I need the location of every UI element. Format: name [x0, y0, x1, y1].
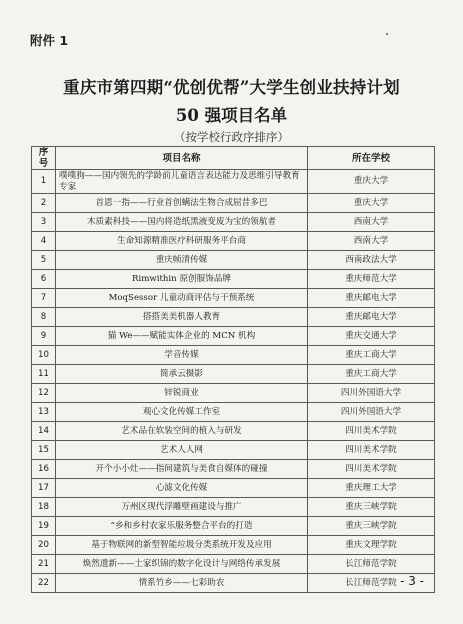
table-row: [32, 251, 435, 270]
table-row: [32, 232, 435, 251]
cell-name: 简承云摄影: [56, 365, 308, 384]
cell-school: 四川美术学院: [308, 460, 435, 479]
cell-name: Rimwithin 原创服饰品牌: [56, 270, 308, 289]
cell-school: 重庆三峡学院: [308, 498, 435, 517]
cell-school: 四川美术学院: [308, 441, 435, 460]
cell-no: 17: [32, 479, 56, 498]
table-row: [32, 289, 435, 308]
cell-school: 四川外国语大学: [308, 403, 435, 422]
cell-name: 艺术人人网: [56, 441, 308, 460]
cell-school: 长江师范学院: [308, 555, 435, 574]
cell-name: 焕然遗新——土家织锦的数字化设计与网络传承发展: [56, 555, 308, 574]
table-header-row: [32, 147, 435, 170]
table-row: [32, 194, 435, 213]
cell-school: 重庆工商大学: [308, 365, 435, 384]
cell-no: 11: [32, 365, 56, 384]
cell-name: MoqSessor 儿童动商评估与干预系统: [56, 289, 308, 308]
cell-no: 4: [32, 232, 56, 251]
cell-school: 重庆大学: [308, 170, 435, 194]
cell-no: 22: [32, 574, 56, 593]
cell-name: 猫 We——赋能实体企业的 MCN 机构: [56, 327, 308, 346]
table-row: [32, 460, 435, 479]
cell-school: 重庆大学: [308, 194, 435, 213]
title-line-1: 重庆市第四期“优创优帮”大学生创业扶持计划: [63, 78, 400, 97]
table-row: [32, 270, 435, 289]
cell-school: 西南大学: [308, 232, 435, 251]
cell-no: 1: [32, 170, 56, 194]
cell-name: 木质素科技——国内将造纸黑液变废为宝的领航者: [56, 213, 308, 232]
table-row: [32, 555, 435, 574]
table-row: [32, 422, 435, 441]
table-row: [32, 574, 435, 593]
cell-school: 重庆工商大学: [308, 346, 435, 365]
cell-name: 学音传媒: [56, 346, 308, 365]
cell-school: 重庆邮电大学: [308, 308, 435, 327]
cell-no: 2: [32, 194, 56, 213]
cell-school: 西南大学: [308, 213, 435, 232]
header-name: 项目名称: [56, 147, 308, 170]
cell-name: 心滤文化传媒: [56, 479, 308, 498]
table-row: [32, 536, 435, 555]
cell-school: 重庆理工大学: [308, 479, 435, 498]
cell-name: 基于物联网的新型智能垃圾分类系统开发及应用: [56, 536, 308, 555]
header-school: 所在学校: [308, 147, 435, 170]
cell-no: 7: [32, 289, 56, 308]
header-no: 序号: [32, 147, 56, 170]
cell-name: 噗噗狗——国内领先的学龄前儿童语言表达能力及思维引导教育专家: [56, 170, 308, 194]
attachment-label: 附件 1: [30, 33, 69, 48]
cell-no: 9: [32, 327, 56, 346]
subtitle: （按学校行政序排序）: [174, 130, 289, 144]
cell-no: 13: [32, 403, 56, 422]
table-row: [32, 384, 435, 403]
cell-school: 四川美术学院: [308, 422, 435, 441]
table-row: [32, 213, 435, 232]
cell-no: 20: [32, 536, 56, 555]
scan-speck: [386, 33, 388, 35]
cell-no: 6: [32, 270, 56, 289]
cell-name: 开个小小灶——指间建筑与美食自媒体的碰撞: [56, 460, 308, 479]
title-line-2: 50 强项目名单: [175, 106, 288, 125]
cell-name: 锌锐商业: [56, 384, 308, 403]
cell-no: 12: [32, 384, 56, 403]
table-row: [32, 403, 435, 422]
cell-no: 5: [32, 251, 56, 270]
project-table: [31, 146, 435, 593]
table-row: [32, 308, 435, 327]
cell-no: 14: [32, 422, 56, 441]
cell-name: 情系竹乡——七彩助农: [56, 574, 308, 593]
cell-name: 艺术品在软装空间的植入与研发: [56, 422, 308, 441]
cell-no: 16: [32, 460, 56, 479]
cell-name: 搭搭美美机器人教育: [56, 308, 308, 327]
table-row: [32, 170, 435, 194]
table-row: [32, 441, 435, 460]
cell-name: 万州区现代浮雕壁画建设与推广: [56, 498, 308, 517]
cell-name: 生命知源精准医疗科研服务平台商: [56, 232, 308, 251]
cell-school: 长江师范学院: [308, 574, 435, 593]
cell-name: 观心文化传媒工作室: [56, 403, 308, 422]
cell-no: 8: [32, 308, 56, 327]
cell-no: 10: [32, 346, 56, 365]
cell-school: 重庆文理学院: [308, 536, 435, 555]
cell-no: 3: [32, 213, 56, 232]
cell-school: 四川外国语大学: [308, 384, 435, 403]
cell-school: 西南政法大学: [308, 251, 435, 270]
table-row: [32, 327, 435, 346]
cell-school: 重庆三峡学院: [308, 517, 435, 536]
cell-name: “乡和乡村农家乐服务整合平台的打造: [56, 517, 308, 536]
table-row: [32, 346, 435, 365]
cell-no: 18: [32, 498, 56, 517]
cell-no: 21: [32, 555, 56, 574]
page-number: - 3 -: [400, 574, 424, 588]
table-row: [32, 365, 435, 384]
cell-school: 重庆交通大学: [308, 327, 435, 346]
table-row: [32, 517, 435, 536]
table-row: [32, 498, 435, 517]
cell-name: 首恩一指——行业首创螨法生物合成屈昔多巴: [56, 194, 308, 213]
table-row: [32, 479, 435, 498]
cell-no: 19: [32, 517, 56, 536]
cell-name: 重庆帧清传媒: [56, 251, 308, 270]
cell-no: 15: [32, 441, 56, 460]
cell-school: 重庆邮电大学: [308, 289, 435, 308]
cell-school: 重庆师范大学: [308, 270, 435, 289]
